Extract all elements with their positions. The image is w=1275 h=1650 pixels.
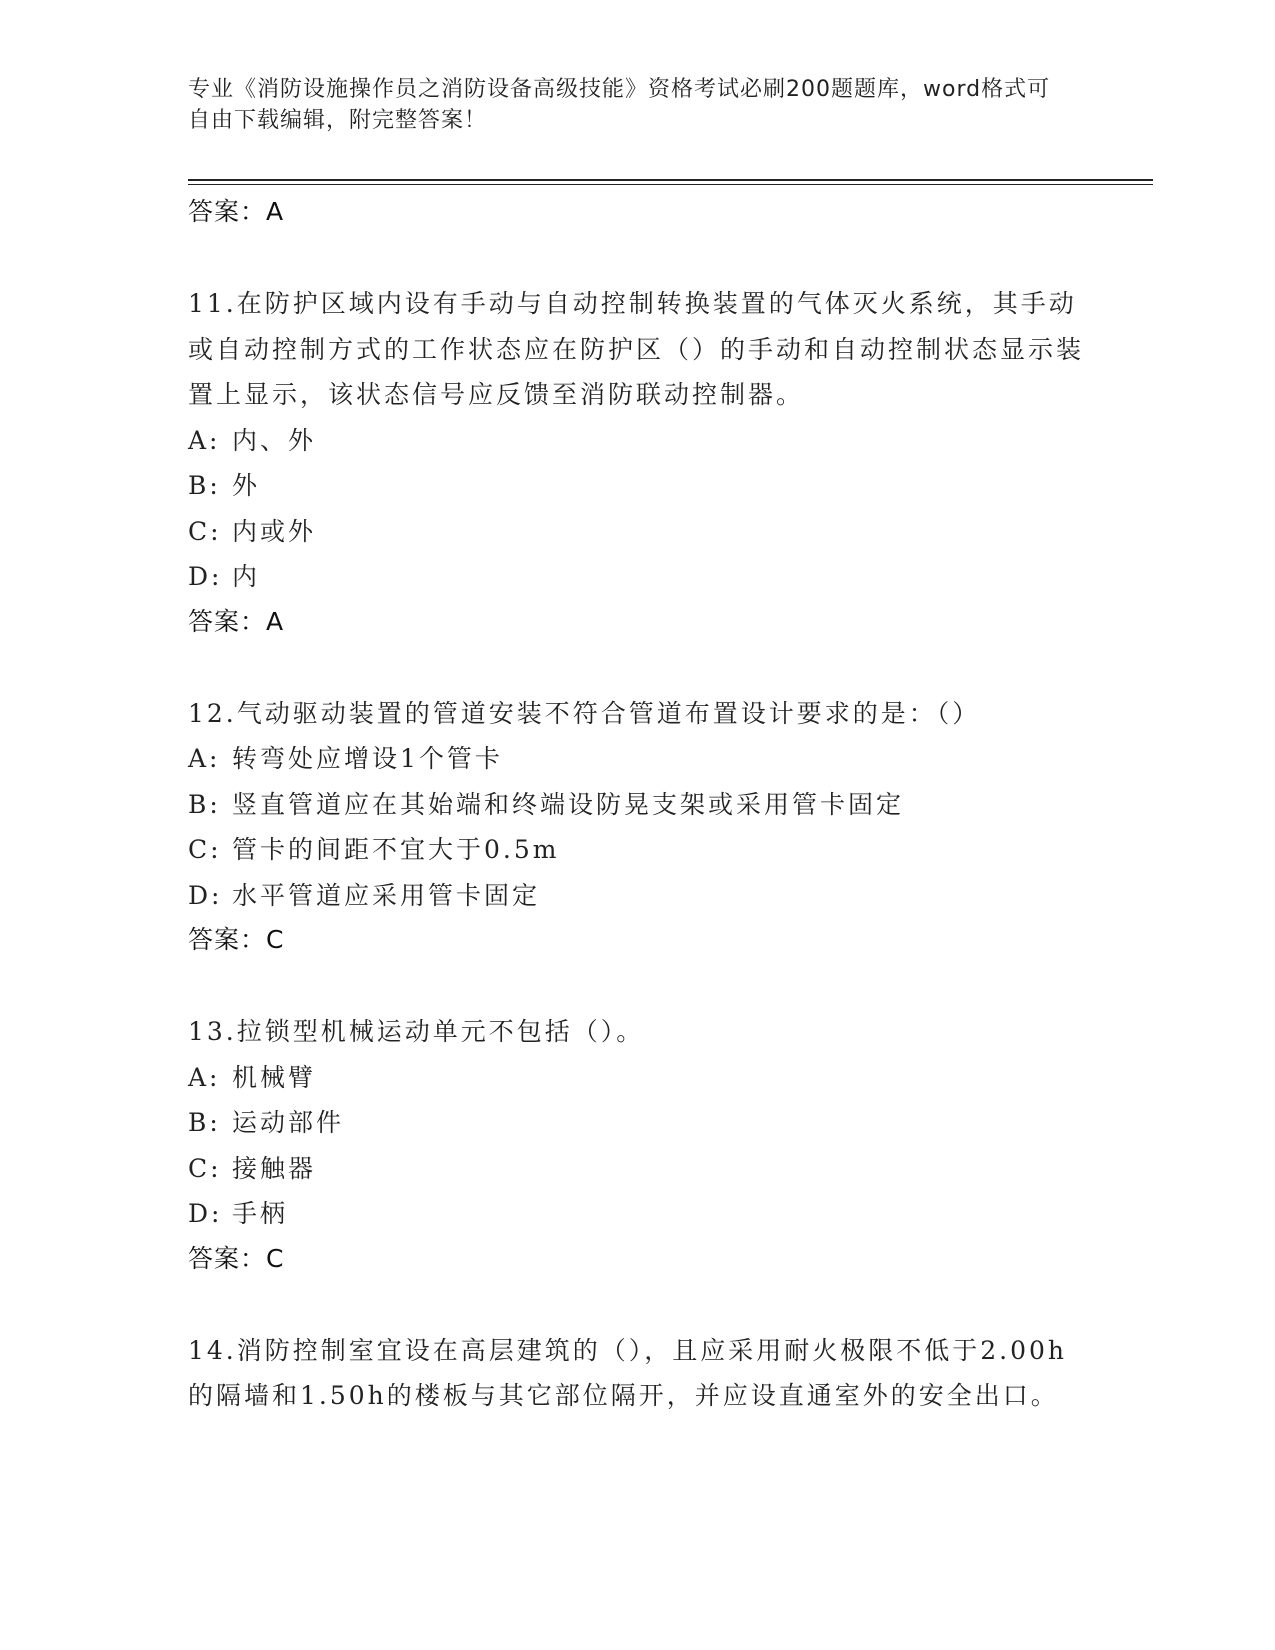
option-text: 管卡的间距不宜大于0.5m [232, 835, 560, 864]
question-stem: 12.气动驱动装置的管道安装不符合管道布置设计要求的是：（） [188, 698, 981, 728]
option-text: 手柄 [232, 1199, 289, 1228]
document-header: 专业《消防设施操作员之消防设备高级技能》资格考试必刷200题题库，word格式可自由下载编辑，附完整答案！ [188, 77, 1051, 133]
answer-line: 答案：C [188, 925, 285, 954]
question-stem: 13.拉锁型机械运动单元不包括（）。 [188, 1017, 645, 1046]
option-letter: B: [188, 471, 221, 500]
option-letter: C: [188, 835, 222, 864]
spacer [188, 1281, 1088, 1328]
option-letter: B: [188, 1108, 221, 1137]
option-a [188, 418, 1088, 464]
option-text: 机械臂 [232, 1062, 317, 1092]
option-text: 转弯处应增设1个管卡 [232, 744, 503, 773]
option-b [188, 463, 1088, 509]
option-letter: A: [188, 1062, 221, 1092]
option-c [188, 509, 1088, 555]
spacer [188, 234, 1088, 281]
option-d [188, 1191, 1088, 1237]
question-block-12 [188, 691, 1088, 963]
option-text: 内或外 [232, 516, 317, 546]
option-text: 运动部件 [232, 1108, 345, 1137]
option-letter: C: [188, 516, 222, 546]
option-text: 内 [232, 562, 261, 591]
option-text: 内、外 [232, 425, 317, 455]
question-block-14 [188, 1328, 1088, 1419]
option-text: 水平管道应采用管卡固定 [232, 880, 541, 910]
option-letter: D: [188, 562, 223, 591]
answer-line: 答案：A [188, 197, 285, 226]
question-block-13 [188, 1009, 1088, 1281]
option-d [188, 554, 1088, 600]
question-stem: 14.消防控制室宜设在高层建筑的（），且应采用耐火极限不低于2.00h的隔墙和1.50h的楼板与其它部位隔开，并应设直通室外的安全出口。 [188, 1335, 1068, 1410]
option-a [188, 1055, 1088, 1101]
option-letter: A: [188, 744, 221, 773]
answer-line: 答案：A [188, 606, 285, 636]
answer-line: 答案：C [188, 1243, 285, 1273]
option-c [188, 827, 1088, 873]
option-letter: D: [188, 1199, 223, 1228]
option-letter: C: [188, 1153, 222, 1183]
option-a [188, 736, 1088, 782]
option-c [188, 1146, 1088, 1192]
option-letter: A: [188, 425, 221, 455]
option-text: 外 [232, 471, 261, 500]
question-block-11 [188, 281, 1088, 644]
option-d [188, 873, 1088, 919]
option-text: 竖直管道应在其始端和终端设防晃支架或采用管卡固定 [232, 789, 905, 819]
spacer [188, 644, 1088, 691]
option-letter: D: [188, 880, 223, 910]
option-letter: B: [188, 789, 221, 819]
option-b [188, 1100, 1088, 1146]
spacer [188, 962, 1088, 1009]
question-stem: 11.在防护区域内设有手动与自动控制转换装置的气体灭火系统，其手动或自动控制方式的工作状态应在防护区（）的手动和自动控制状态显示装置上显示，该状态信号应反馈至消防联动控制器。 [188, 289, 1085, 409]
header-rule-thin [188, 184, 1153, 185]
question-list [188, 190, 1088, 1419]
option-b [188, 782, 1088, 828]
header-rule-thick [188, 179, 1153, 181]
option-text: 接触器 [232, 1153, 317, 1183]
